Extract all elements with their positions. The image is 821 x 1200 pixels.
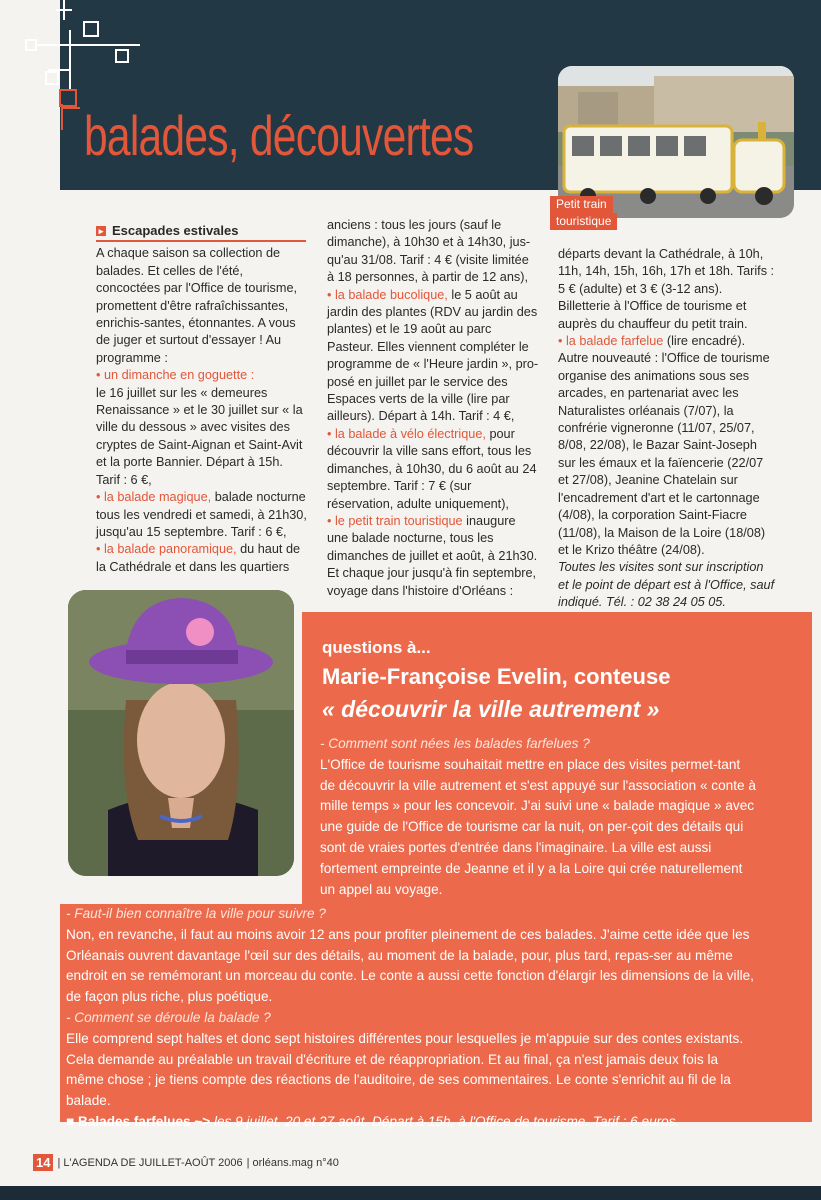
question-2: - Faut-il bien connaître la ville pour suivre ? xyxy=(66,906,326,921)
answer-1: L'Office de tourisme souhaitait mettre en place des visites permet-tant de découvrir la ville autrement et s'est appuyé sur l'association « conte à mille temps » pour les concevoir. J'ai suivi une « balade magique » avec une guide de l'Office de tourisme car la nuit, on per-çoit des détails qui sont de vraies portes d'entrée dans l'imaginaire. La ville est aussi fortement empreinte de Jeanne et il y a la Loire qui crée naturellement un appel au voyage. xyxy=(320,756,756,897)
item-text: du haut de la Cathédrale et dans les quartiers xyxy=(96,542,301,574)
interview-block-1 xyxy=(320,734,758,900)
item-text: pour découvrir la ville sans effort, tous les dimanches, à 10h30, du 6 août au 24 septembre. Tarif : 7 € (sur réservation, adulte uniquement), xyxy=(327,426,537,511)
footer-agenda: | L'AGENDA DE JUILLET-AOÛT 2006 xyxy=(57,1156,243,1169)
item-label: • la balade bucolique, xyxy=(327,287,448,302)
item-label: • la balade magique, xyxy=(96,490,212,505)
footer-mag: | orléans.mag n°40 xyxy=(246,1156,339,1169)
contact-paragraph: Toutes les visites sont sur inscription et le point de départ est à l'Office, sauf indiqué. Tél. : 02 38 24 05 05. xyxy=(558,560,775,610)
section-heading xyxy=(96,222,308,239)
page-number: 14 xyxy=(33,1154,53,1171)
column-1 xyxy=(96,222,308,576)
question-3: - Comment se déroule la balade ? xyxy=(66,1009,271,1025)
train-caption-line1: Petit train xyxy=(550,196,613,213)
item-label: • la balade à vélo électrique, xyxy=(327,426,486,441)
page-title: balades, découvertes xyxy=(84,104,474,167)
arrow-right-icon: ▸ xyxy=(96,226,106,236)
train-caption-line2: touristique xyxy=(550,213,617,230)
section-heading-text: Escapades estivales xyxy=(112,223,239,238)
paragraph: Autre nouveauté : l'Office de tourisme organise des animations sous ses arcades, en partenariat avec les Naturalistes orléanais (7/07), la confrérie vigneronne (11/07, 25/07, 8/08, 22/08), le Bazar Saint-Joseph sur les émaux et la faïencerie (22/07 et 27/08), Jeanine Chatelain sur l'encadrement d'art et le cartonnage (4/08), la corporation Saint-Fiacre (11/08), la Maison de la Loire (18/08) et le Krizo théâtre (24/08). xyxy=(558,351,770,557)
info-bold: ■ Balades farfelues ~> xyxy=(66,1113,211,1129)
bottom-strip xyxy=(0,1186,821,1200)
item-label: • un dimanche en goguette : xyxy=(96,368,255,383)
portrait-photo xyxy=(68,590,294,876)
column-2 xyxy=(327,217,539,600)
paragraph: départs devant la Cathédrale, à 10h, 11h, 14h, 15h, 16h, 17h et 18h. Tarifs : 5 € (adulte) et 3 € (3-12 ans). Billetterie à l'Office de tourisme et auprès du chauffeur du petit train. xyxy=(558,247,775,331)
info-text: les 9 juillet, 20 et 27 août. Départ à 15h, à l'Office de tourisme. Tarif : 6 euros. xyxy=(210,1113,680,1129)
section-rule xyxy=(96,240,306,242)
interview-quote: « découvrir la ville autrement » xyxy=(322,696,660,722)
interview-label: questions à... xyxy=(322,638,431,657)
interview-block-2 xyxy=(66,904,758,1133)
item-text: le 16 juillet sur les « demeures Renaissance » et le 30 juillet sur « la ville du dessous » avec visites des cryptes de Saint-Aignan et Saint-Avit et la porte Bannier. Départ à 15h. Tarif : 6 €, xyxy=(96,385,303,487)
answer-2: Non, en revanche, il faut au moins avoir 12 ans pour profiter pleinement de ces balades. J'aime cette idée que les Orléanais ouvrent davantage l'œil sur des détails, au moment de la balade, pour, plus tard, repas-ser au même endroit en se remémorant un morceau du conte. Le conte a aussi cette fonction d'élargir les dimensions de la ville, de façon plus riche, plus poétique. xyxy=(66,926,754,1005)
item-text: balade nocturne tous les vendredi et samedi, à 21h30, jusqu'au 15 septembre. Tarif : 6 €, xyxy=(96,490,307,539)
item-text: le 5 août au jardin des plantes (RDV au jardin des plantes) et le 19 août au parc Pasteur. Elles viennent compléter le programme de « l'Heure jardin », pro-posé en juillet par le service des Espaces verts de la ville (lire par ailleurs). Départ à 14h. Tarif : 4 €, xyxy=(327,287,539,424)
column-3 xyxy=(558,246,776,612)
item-text: inaugure une balade nocturne, tous les dimanches de juillet et août, à 21h30. Et chaque jour jusqu'à fin septembre, voyage dans l'histoire d'Orléans : xyxy=(327,513,538,598)
answer-3: Elle comprend sept haltes et donc sept histoires différentes pour lesquelles je m'appuie sur des contes existants. Cela demande au préalable un travail d'écriture et de réappropriation. Et au final, ça n'est jamais deux fois la même chose ; je tiens compte des réactions de l'auditoire, de ses commentaires. Le conte s'enrichit au fil de la balade. xyxy=(66,1030,744,1109)
item-text: (lire encadré). xyxy=(663,334,746,349)
intro-paragraph: A chaque saison sa collection de balades. Et celles de l'été, concoctées par l'Office de tourisme, promettent d'être rafraîchissantes, enrichis-santes, étonnantes. A vous de juger et surtout d'essayer ! Au programme : xyxy=(96,246,298,365)
question-1: - Comment sont nées les balades farfelues ? xyxy=(320,736,590,751)
item-label: • le petit train touristique xyxy=(327,513,463,528)
interviewee-name: Marie-Françoise Evelin, conteuse xyxy=(322,664,671,689)
paragraph: anciens : tous les jours (sauf le dimanche), à 10h30 et à 14h30, jus-qu'au 31/08. Tarif : 4 € (visite limitée à 18 personnes, à partir de 12 ans), xyxy=(327,218,531,285)
item-label: • la balade farfelue xyxy=(558,334,664,349)
item-label: • la balade panoramique, xyxy=(96,542,237,557)
page-footer xyxy=(33,1154,339,1171)
portrait-illustration-icon xyxy=(68,590,294,876)
